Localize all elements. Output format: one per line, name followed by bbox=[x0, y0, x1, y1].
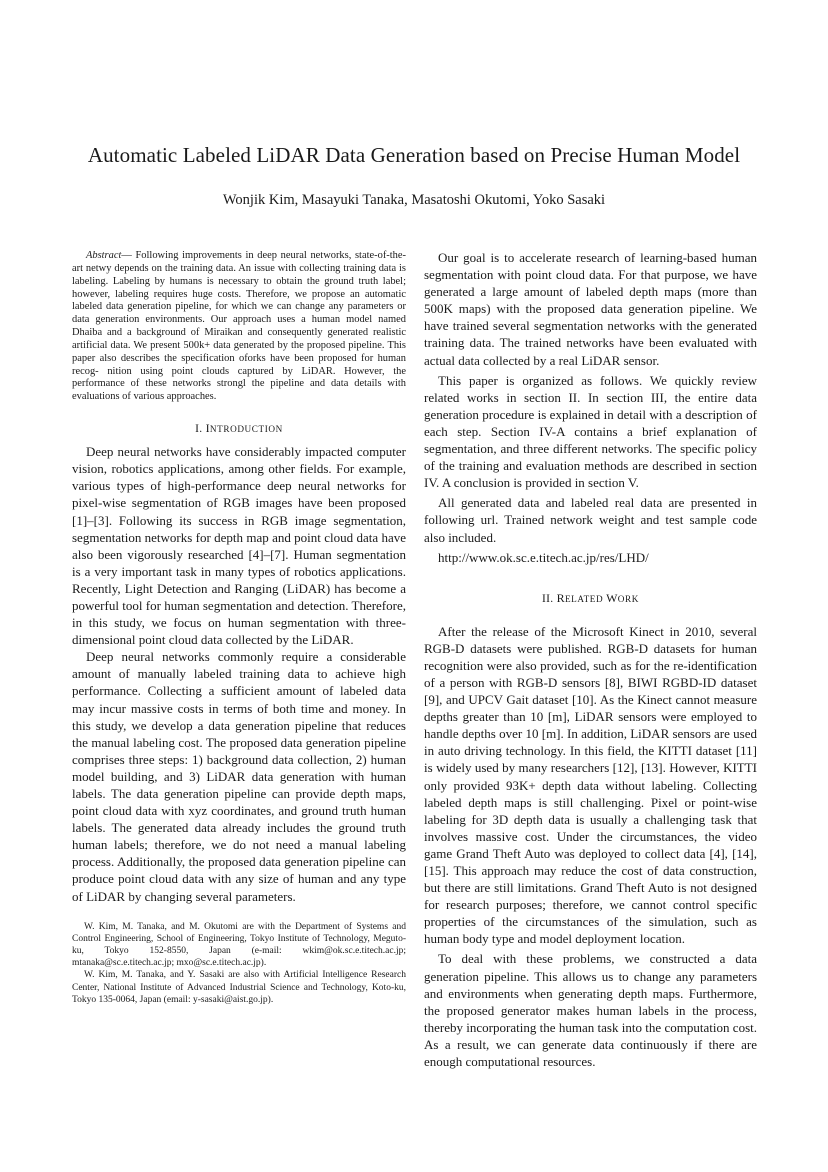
author-list: Wonjik Kim, Masayuki Tanaka, Masatoshi Okutomi, Yoko Sasaki bbox=[222, 192, 606, 208]
paper-title: Automatic Labeled LiDAR Data Generation based on Precise Human Model bbox=[87, 143, 741, 167]
section-heading-introduction: I. INTRODUCTION bbox=[195, 421, 283, 436]
intro-paragraph-2: Deep neural networks commonly require a considerable amount of manually labeled training data to achieve high performance. Collecting a sufficient amount of labeled data may incur massive costs in terms of both time and money. In this study, we develop a data generation pipeline that reduces the manual labeling cost. The proposed data generation pipeline comprises three steps: 1) background data collection, 2) human model building, and 3) LiDAR data generation with human labels. The data generation pipeline can provide depth maps, point cloud data with xyz coordinates, and ground truth human labels. The generated data already includes the ground truth human labels; therefore, we do not need a manual labeling process. Additionally, the proposed data generation pipeline can produce point cloud data with any size of human and any type of LiDAR by changing several parameters. bbox=[72, 649, 406, 904]
dataset-url-link[interactable]: http://www.ok.sc.e.titech.ac.jp/res/LHD/ bbox=[438, 549, 649, 565]
related-paragraph-2: To deal with these problems, we constructed a data generation pipeline. This allows us to change any parameters and environments when generating depth maps. Furthermore, the proposed generator makes human labels in the process, thereby incorporating the human task into the computation cost. As a result, we can generate data continuously if there are enough computational resources. bbox=[424, 951, 757, 1070]
abstract-lead: Abstract bbox=[86, 250, 122, 261]
goal-paragraph-1: Our goal is to accelerate research of learning-based human segmentation with point cloud data. For that purpose, we have generated a large amount of labeled depth maps (more than 500K maps) with the proposed data generation pipeline. We have trained several segmentation networks with the generated training data. The trained networks have been evaluated with actual data collected by a real LiDAR sensor. bbox=[424, 250, 757, 368]
intro-paragraph-1: Deep neural networks have considerably impacted computer vision, robotics applications, among other fields. For example, various types of high-performance deep neural networks for pixel-wise segmentation of RGB images have been proposed [1]–[3]. Following its success in RGB image segmentation, segmentation networks for depth map and point cloud data have also been vigorously researched [4]–[7]. Human segmentation is a very important task in many types of robotics applications. Recently, Light Detection and Ranging (LiDAR) has become a powerful tool for human segmentation and detection. Therefore, in this study, we focus on human segmentation with three-dimensional point cloud data collected by the LiDAR. bbox=[72, 444, 406, 648]
footnote-affiliation-2: W. Kim, M. Tanaka, and Y. Sasaki are also with Artificial Intelligence Research Center, National Institute of Advanced Industrial Science and Technology, Koto-ku, Tokyo 135-0064, Japan (email: y-sasaki@aist.go.jp). bbox=[72, 970, 406, 1005]
left-column bbox=[72, 250, 406, 1006]
footnotes bbox=[72, 921, 406, 1006]
footnote-affiliation-1: W. Kim, M. Tanaka, and M. Okutomi are with the Department of Systems and Control Engineering, School of Engineering, Tokyo Institute of Technology, Meguto-ku, Tokyo 152-8550, Japan (e-mail: wkim@ok.sc.e.titech.ac.jp; mtanaka@sc.e.titech.ac.jp; mxo@sc.e.titech.ac.jp). bbox=[72, 921, 406, 969]
abstract-text: — Following improvements in deep neural networks, state-of-the-art netwy depends on the training data. An issue with collecting training data is labeling. Labeling by humans is necessary to obtain the ground truth label; however, labeling requires huge costs. Therefore, we propose an automatic labeled data generation pipeline, for which we can change any parameters or data generation environments. Our approach uses a human model named Dhaiba and a background of Miraikan and consequently generated realistic artificial data. We present 500k+ data generated by the proposed pipeline. This paper also describes the specification oforks have been proposed for human recog- nition using point clouds captured by LiDAR. However, the performance of these networks strongl the pipeline and data details with evaluations of various approaches. bbox=[72, 250, 406, 403]
abstract bbox=[72, 250, 406, 404]
right-column bbox=[424, 249, 757, 1070]
section-heading-related-work: II. RELATED WORK bbox=[542, 590, 639, 605]
related-paragraph-1: After the release of the Microsoft Kinect in 2010, several RGB-D datasets were published. RGB-D datasets for human recognition were also provided, such as for the re-identification of a person with RGB-D sensors [8], BIWI RGBD-ID dataset [9], and UPCV Gait dataset [10]. As the Kinect cannot measure depths greater than 10 [m], LiDAR sensors were employed to handle depths over 10 [m]. In addition, LiDAR sensors are used in auto driving technology. In this field, the KITTI dataset [11] is widely used by many researchers [12], [13]. However, KITTI only provided 93K+ depth data without labeling. Collecting labeled depth maps is still challenging. Pixel or point-wise labeling for 3D depth data is usually a challenging task that involves massive cost. Under the circumstances, the video game Grand Theft Auto was deployed to collect data [4], [14], [15]. This approach may reduce the cost of data construction, but there are still limitations. Grand Theft Auto is not designed for research purposes; therefore, we cannot control specific properties of the circumstances of the simulation, such as human body type and model deployment location. bbox=[424, 623, 757, 947]
goal-paragraph-3: All generated data and labeled real data are presented in following url. Trained network weight and test sample code also included. bbox=[424, 495, 757, 545]
goal-paragraph-2: This paper is organized as follows. We quickly review related works in section II. In section III, the entire data generation procedure is explained in detail with a description of each step. Section IV-A contains a brief explanation of segmentation, and three different networks. The specific policy of the training and evaluation methods are described in section IV. A conclusion is provided in section V. bbox=[424, 372, 757, 491]
